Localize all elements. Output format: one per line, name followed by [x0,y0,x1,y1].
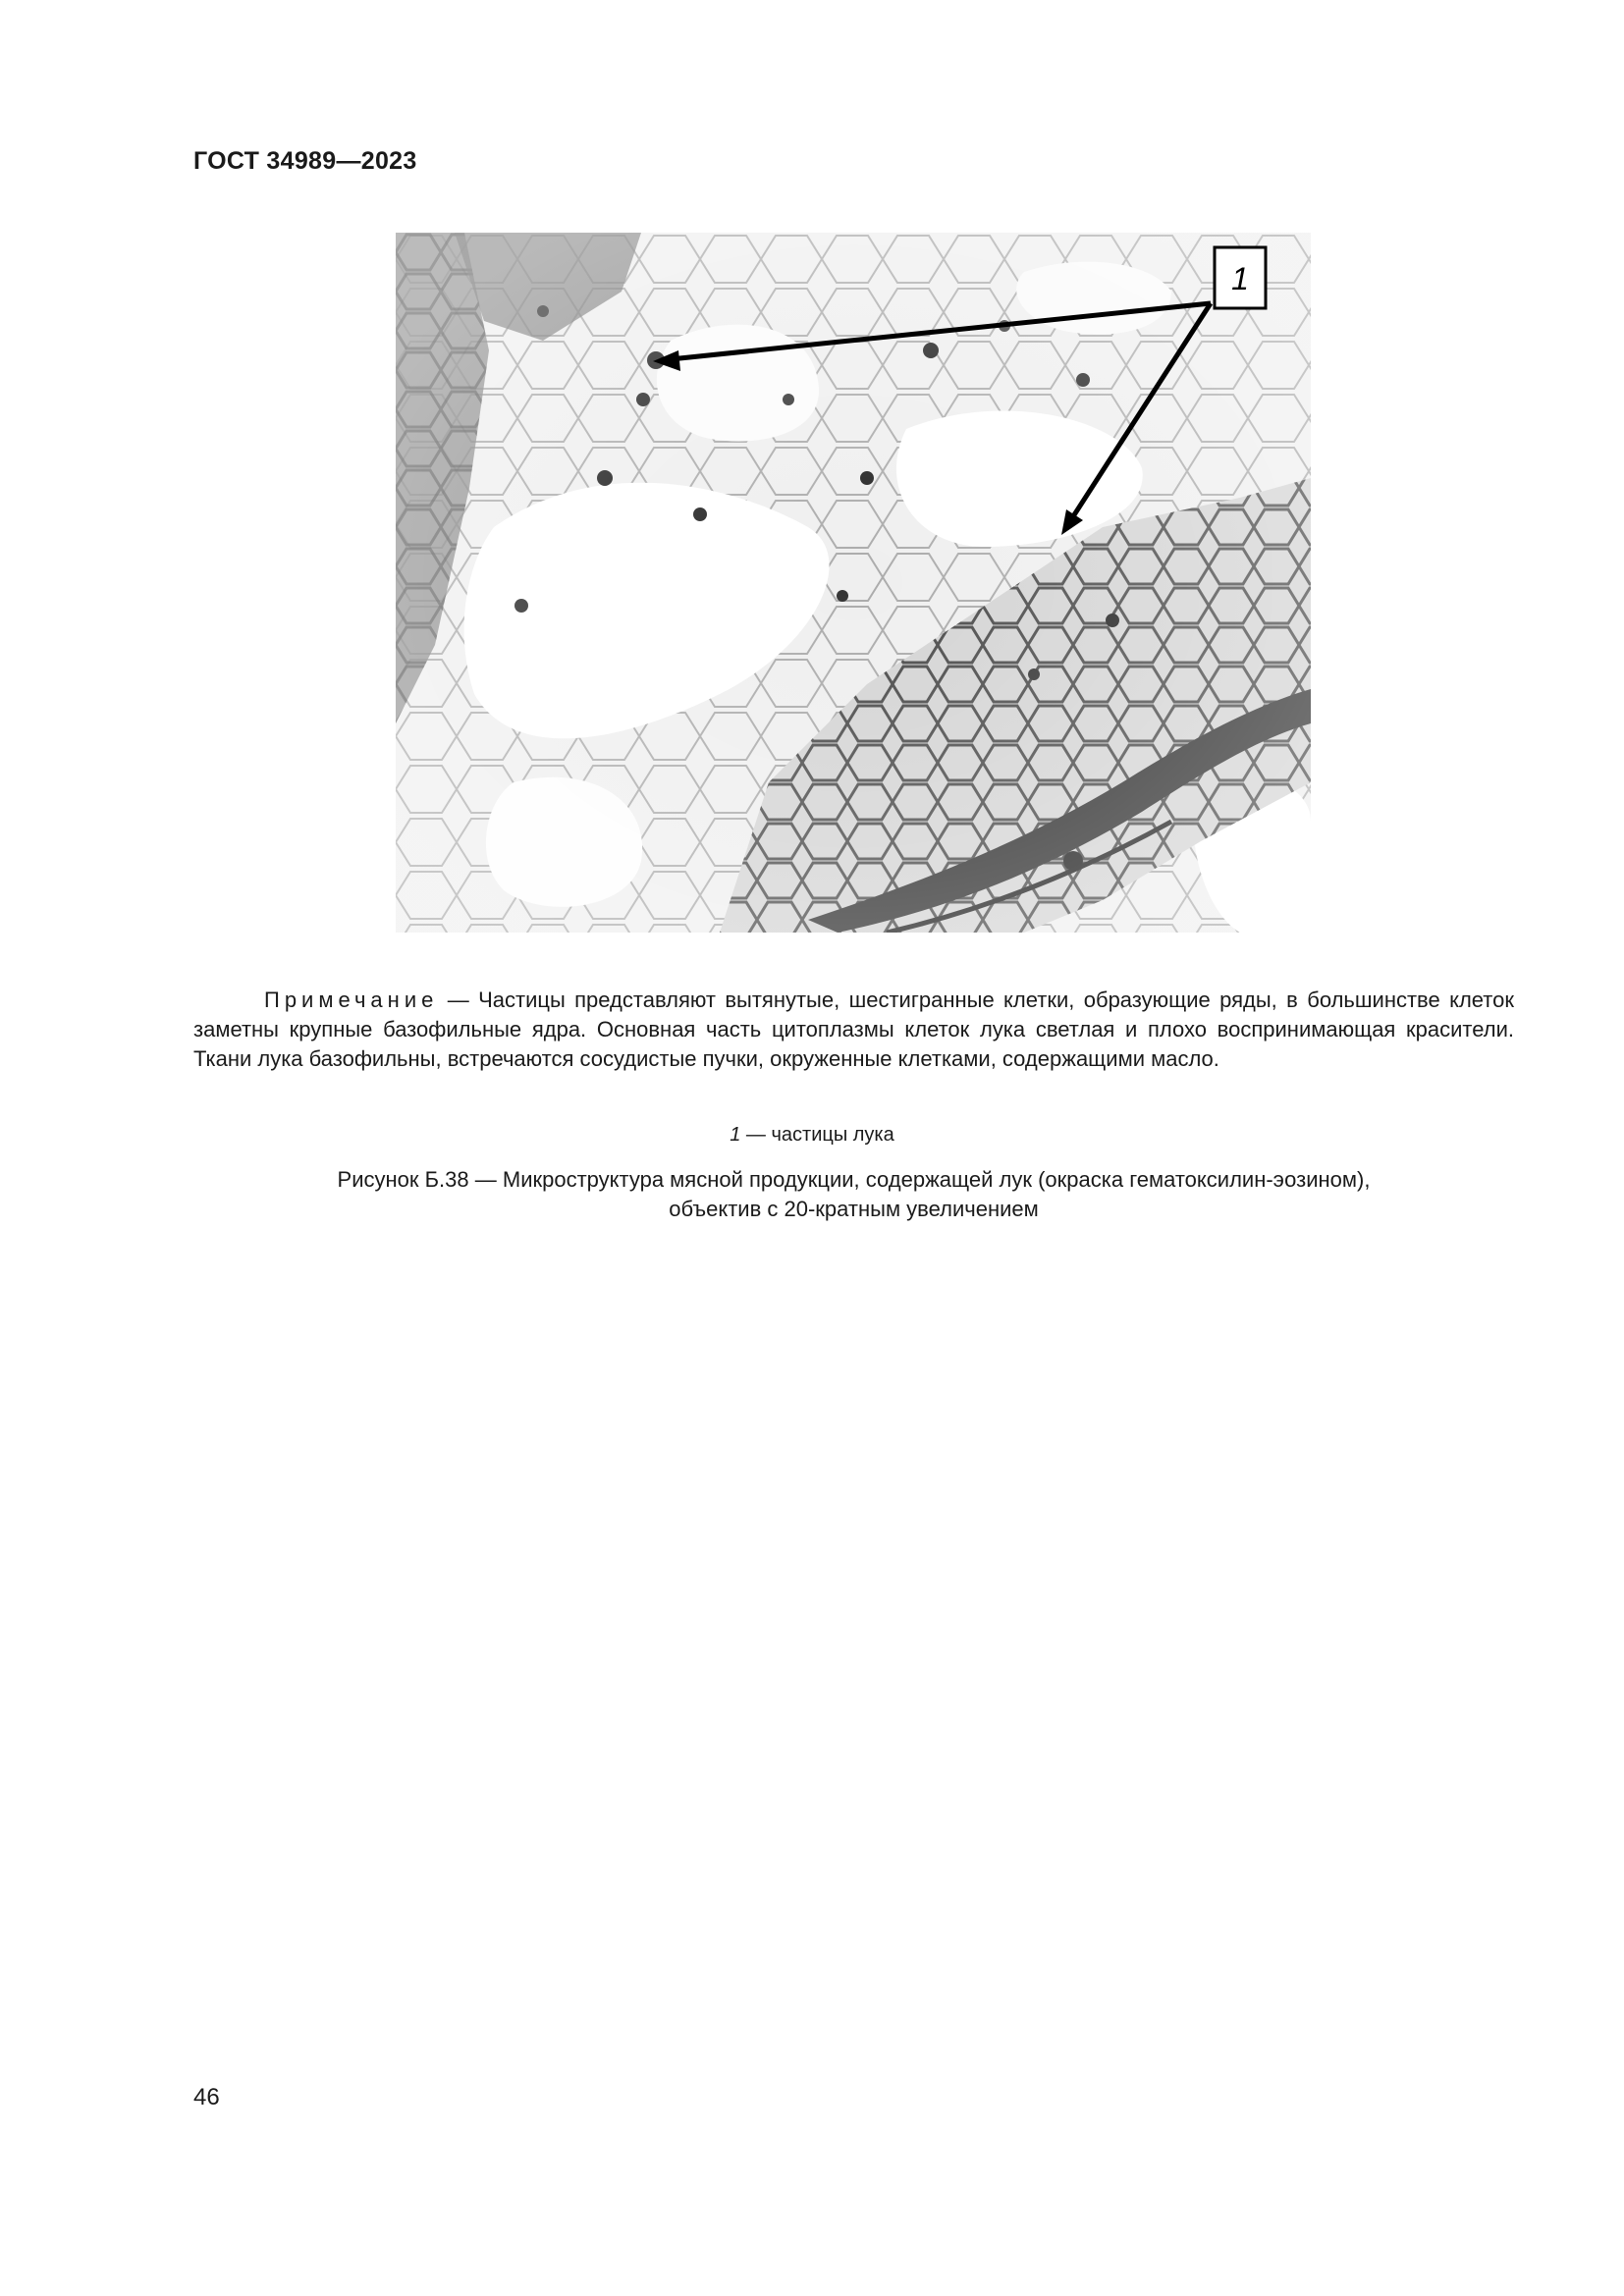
figure-caption [193,1165,1514,1224]
callout-label: 1 [1231,261,1249,296]
caption-line-2: объектив с 20-кратным увеличением [669,1197,1039,1221]
micrograph-figure [396,233,1311,933]
legend-text: — частицы лука [740,1124,894,1146]
caption-line-1: Рисунок Б.38 — Микроструктура мясной продукции, содержащей лук (окраска гематоксилин-эозином), [337,1167,1371,1192]
figure-legend [0,1124,1624,1147]
note-text: — Частицы представляют вытянутые, шестигранные клетки, образующие ряды, в большинстве клеток заметны крупные базофильные ядра. Основная часть цитоплазмы клеток лука светлая и плохо воспринимающая красители. Ткани лука базофильны, встречаются сосудистые пучки, окруженные клетками, содержащими масло. [193,988,1514,1071]
legend-number: 1 [730,1124,741,1146]
figure-note [193,986,1514,1074]
document-header: ГОСТ 34989—2023 [193,147,417,175]
page-number: 46 [193,2084,220,2110]
micrograph-image [396,233,1311,933]
note-label: Примечание [264,988,439,1012]
